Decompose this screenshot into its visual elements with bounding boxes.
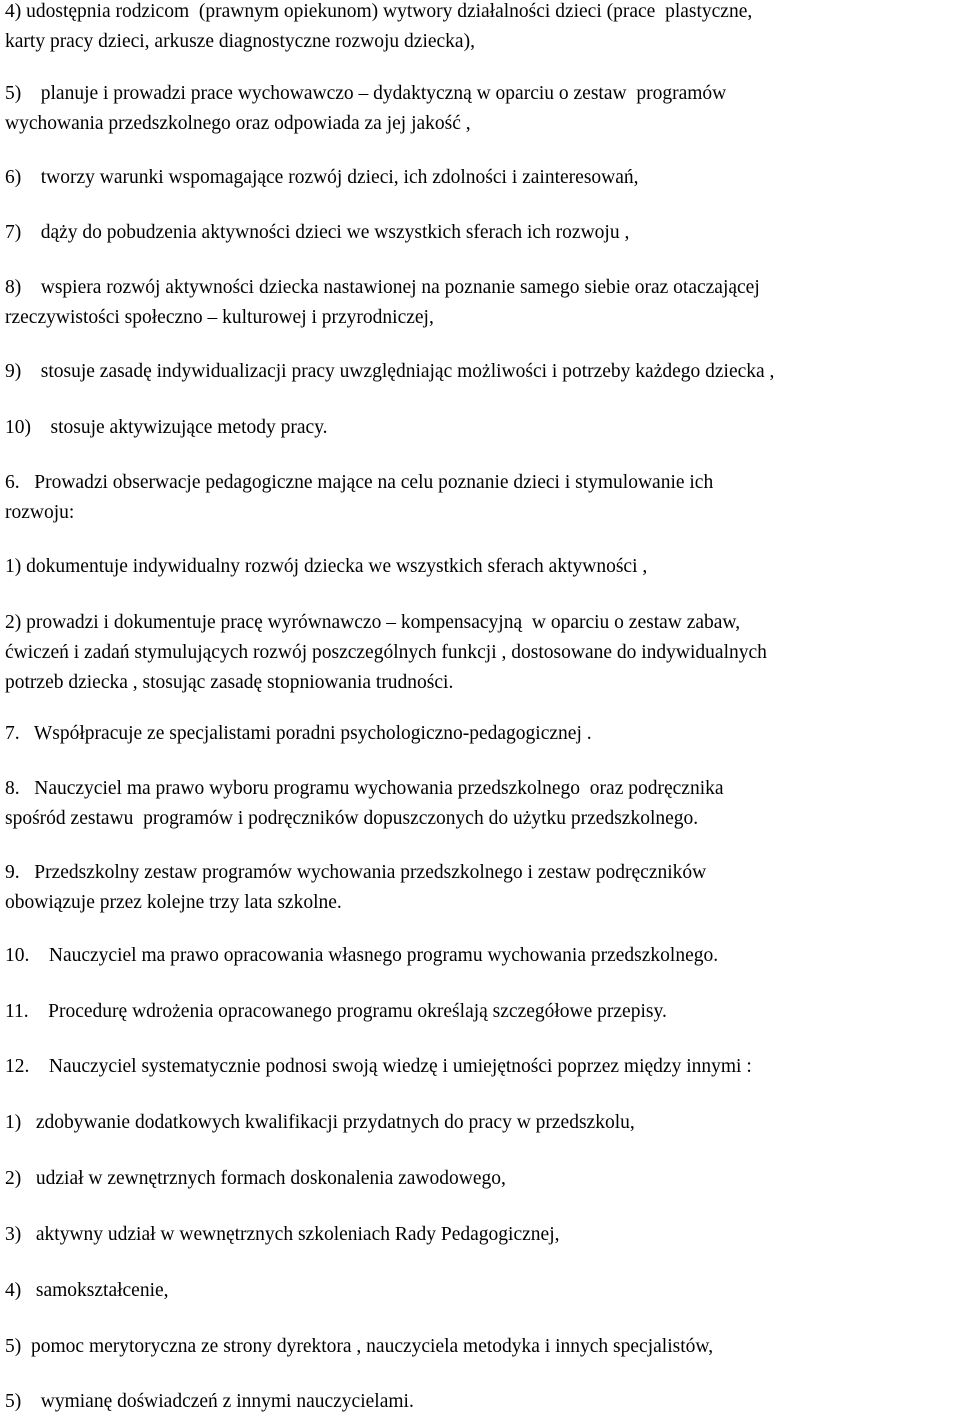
list-item — [5, 218, 954, 248]
text-line: 9. Przedszkolny zestaw programów wychowania przedszkolnego i zestaw podręczników — [5, 862, 707, 883]
text-line: potrzeb dziecka , stosując zasadę stopniowania trudności. — [5, 672, 454, 693]
text-line: 8) wspiera rozwój aktywności dziecka nastawionej na poznanie samego siebie oraz otaczającej — [5, 277, 760, 298]
section-item — [5, 1052, 954, 1082]
text-line: 7) dąży do pobudzenia aktywności dzieci we wszystkich sferach ich rozwoju , — [5, 222, 630, 243]
list-item — [5, 552, 954, 582]
list-item — [5, 1387, 954, 1417]
text-line: 5) pomoc merytoryczna ze strony dyrektora , nauczyciela metodyka i innych specjalistów, — [5, 1336, 714, 1357]
text-line: 10. Nauczyciel ma prawo opracowania własnego programu wychowania przedszkolnego. — [5, 945, 719, 966]
section-item — [5, 719, 954, 749]
text-line: ćwiczeń i zadań stymulujących rozwój poszczególnych funkcji , dostosowane do indywidualnych — [5, 642, 767, 663]
list-item — [5, 1220, 954, 1250]
list-item — [5, 413, 954, 443]
text-line: 2) prowadzi i dokumentuje pracę wyrównawczo – kompensacyjną w oparciu o zestaw zabaw, — [5, 612, 741, 633]
list-item — [5, 163, 954, 193]
list-item — [5, 79, 954, 139]
text-line: 5) planuje i prowadzi prace wychowawczo – dydaktyczną w oparciu o zestaw programów — [5, 83, 727, 104]
text-line: spośród zestawu programów i podręczników dopuszczonych do użytku przedszkolnego. — [5, 808, 699, 829]
text-line: 5) wymianę doświadczeń z innymi nauczycielami. — [5, 1391, 414, 1412]
list-item — [5, 1332, 954, 1362]
text-line: 6) tworzy warunki wspomagające rozwój dzieci, ich zdolności i zainteresowań, — [5, 167, 639, 188]
section-item — [5, 774, 954, 834]
list-item — [5, 1108, 954, 1138]
list-item — [5, 608, 954, 698]
section-item — [5, 468, 954, 528]
text-line: 2) udział w zewnętrznych formach doskonalenia zawodowego, — [5, 1168, 506, 1189]
text-line: 8. Nauczyciel ma prawo wyboru programu wychowania przedszkolnego oraz podręcznika — [5, 778, 724, 799]
text-line: 4) samokształcenie, — [5, 1280, 169, 1301]
text-line: 7. Współpracuje ze specjalistami poradni psychologiczno-pedagogicznej . — [5, 723, 592, 744]
section-item — [5, 997, 954, 1027]
text-line: 11. Procedurę wdrożenia opracowanego programu określają szczegółowe przepisy. — [5, 1001, 667, 1022]
list-item — [5, 273, 954, 333]
text-line: rzeczywistości społeczno – kulturowej i przyrodniczej, — [5, 307, 434, 328]
text-line: 10) stosuje aktywizujące metody pracy. — [5, 417, 328, 438]
list-item — [5, 1164, 954, 1194]
text-line: karty pracy dzieci, arkusze diagnostyczne rozwoju dziecka), — [5, 31, 475, 52]
text-line: wychowania przedszkolnego oraz odpowiada za jej jakość , — [5, 113, 471, 134]
list-item — [5, 357, 954, 387]
text-line: rozwoju: — [5, 502, 75, 523]
text-line: 1) dokumentuje indywidualny rozwój dziecka we wszystkich sferach aktywności , — [5, 556, 648, 577]
text-line: 12. Nauczyciel systematycznie podnosi swoją wiedzę i umiejętności poprzez między innymi : — [5, 1056, 752, 1077]
text-line: 9) stosuje zasadę indywidualizacji pracy uwzględniając możliwości i potrzeby każdego dziecka , — [5, 361, 775, 382]
list-item — [5, 0, 954, 57]
text-line: 3) aktywny udział w wewnętrznych szkoleniach Rady Pedagogicznej, — [5, 1224, 560, 1245]
text-line: 1) zdobywanie dodatkowych kwalifikacji przydatnych do pracy w przedszkolu, — [5, 1112, 635, 1133]
list-item — [5, 1276, 954, 1306]
section-item — [5, 858, 954, 918]
text-line: 6. Prowadzi obserwacje pedagogiczne mające na celu poznanie dzieci i stymulowanie ich — [5, 472, 714, 493]
section-item — [5, 941, 954, 971]
text-line: obowiązuje przez kolejne trzy lata szkolne. — [5, 892, 342, 913]
text-line: 4) udostępnia rodzicom (prawnym opiekunom) wytwory działalności dzieci (prace plastyczne, — [5, 1, 753, 22]
